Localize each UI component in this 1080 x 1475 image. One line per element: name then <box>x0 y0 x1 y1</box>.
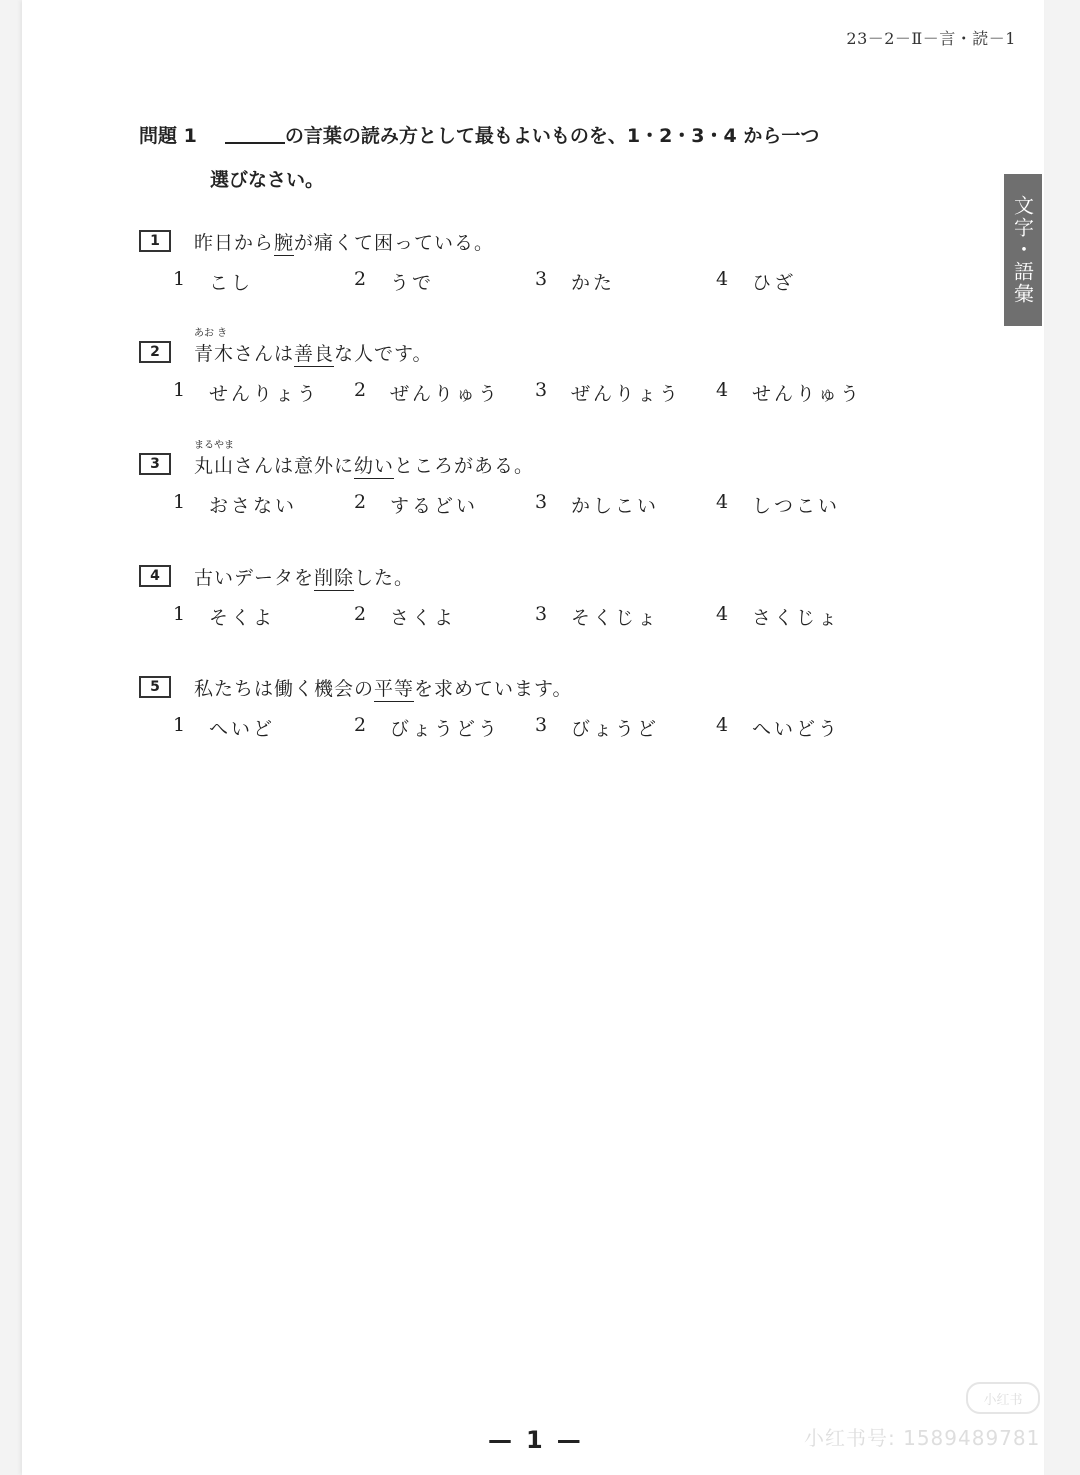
option-4[interactable] <box>716 714 897 741</box>
instruction-line1: の言葉の読み方として最もよいものを、1・2・3・4 から一つ <box>284 125 820 147</box>
option-number: 4 <box>716 603 729 625</box>
blank-underline <box>225 124 285 144</box>
sentence-post: した。 <box>354 566 415 589</box>
option-1[interactable] <box>173 491 354 518</box>
option-3[interactable] <box>535 603 716 630</box>
option-1[interactable] <box>173 379 354 406</box>
page-number: —1— <box>488 1426 595 1454</box>
option-text: さくよ <box>390 607 457 629</box>
option-text: ひざ <box>752 272 797 294</box>
option-text: びょうど <box>571 718 660 740</box>
problem-label: 問題 1 <box>139 125 197 147</box>
question-sentence <box>194 563 414 590</box>
option-2[interactable] <box>354 714 535 741</box>
option-4[interactable] <box>716 491 897 518</box>
sentence-post: を求めています。 <box>414 677 573 700</box>
question-sentence <box>194 439 535 478</box>
sentence-post: ところがある。 <box>394 454 535 477</box>
watermark-logo: 小红书 <box>966 1382 1040 1414</box>
option-text: おさない <box>209 495 298 517</box>
option-number: 2 <box>354 603 367 625</box>
underlined-word: 幼い <box>354 454 395 477</box>
question-5 <box>139 672 959 741</box>
option-number: 2 <box>354 379 367 401</box>
watermark-text: 小红书号: 1589489781 <box>804 1426 1041 1450</box>
option-text: うで <box>390 272 435 294</box>
option-number: 2 <box>354 714 367 736</box>
answer-options <box>173 491 959 518</box>
option-1[interactable] <box>173 603 354 630</box>
answer-options <box>173 714 959 741</box>
option-number: 4 <box>716 714 729 736</box>
option-text: へいどう <box>752 718 841 740</box>
question-number: 3 <box>139 453 171 475</box>
option-1[interactable] <box>173 714 354 741</box>
option-number: 1 <box>173 491 186 513</box>
option-number: 1 <box>173 268 186 290</box>
sentence-pre: さんは意外に <box>234 454 355 477</box>
option-text: かた <box>571 272 616 294</box>
question-number: 4 <box>139 565 171 587</box>
option-number: 3 <box>535 379 548 401</box>
option-number: 1 <box>173 714 186 736</box>
option-4[interactable] <box>716 603 897 630</box>
option-number: 4 <box>716 268 729 290</box>
option-number: 2 <box>354 491 367 513</box>
option-text: かしこい <box>571 495 660 517</box>
question-sentence <box>194 674 573 701</box>
option-3[interactable] <box>535 714 716 741</box>
option-text: そくよ <box>209 607 276 629</box>
sentence-pre: 古いデータを <box>194 566 315 589</box>
question-number: 2 <box>139 341 171 363</box>
option-text: こし <box>209 272 254 294</box>
option-number: 3 <box>535 714 548 736</box>
option-text: さくじょ <box>752 607 841 629</box>
option-number: 1 <box>173 379 186 401</box>
ruby-word <box>194 439 235 478</box>
question-1 <box>139 226 959 295</box>
option-text: へいど <box>209 718 276 740</box>
option-number: 3 <box>535 268 548 290</box>
option-text: そくじょ <box>571 607 660 629</box>
question-number: 5 <box>139 676 171 698</box>
instruction <box>139 114 819 202</box>
option-text: せんりょう <box>209 383 320 405</box>
question-sentence <box>194 327 433 366</box>
answer-options <box>173 268 959 295</box>
option-2[interactable] <box>354 379 535 406</box>
question-4 <box>139 561 959 630</box>
option-text: するどい <box>390 495 479 517</box>
option-text: ぜんりょう <box>571 383 682 405</box>
option-2[interactable] <box>354 268 535 295</box>
sentence-pre: 昨日から <box>194 231 275 254</box>
option-3[interactable] <box>535 491 716 518</box>
sentence-pre: 私たちは働く機会の <box>194 677 375 700</box>
sentence-pre: さんは <box>234 342 295 365</box>
option-4[interactable] <box>716 268 897 295</box>
option-2[interactable] <box>354 603 535 630</box>
underlined-word: 削除 <box>314 566 355 589</box>
option-text: びょうどう <box>390 718 501 740</box>
option-4[interactable] <box>716 379 897 406</box>
furigana: まるやま <box>194 439 234 451</box>
answer-options <box>173 379 959 406</box>
ruby-base: 青木 <box>194 342 235 365</box>
instruction-line2: 選びなさい。 <box>210 169 325 191</box>
furigana: あお き <box>194 327 228 339</box>
option-number: 3 <box>535 491 548 513</box>
question-3 <box>139 439 959 518</box>
option-number: 1 <box>173 603 186 625</box>
ruby-word <box>194 327 235 366</box>
underlined-word: 平等 <box>374 677 415 700</box>
option-number: 2 <box>354 268 367 290</box>
page-code: 23－2－Ⅱ－言・読－1 <box>846 29 1016 48</box>
option-1[interactable] <box>173 268 354 295</box>
question-number: 1 <box>139 230 171 252</box>
underlined-word: 善良 <box>294 342 335 365</box>
question-sentence <box>194 228 494 255</box>
exam-page <box>22 0 1044 1475</box>
option-number: 4 <box>716 379 729 401</box>
sentence-post: な人です。 <box>334 342 433 365</box>
sentence-post: が痛くて困っている。 <box>294 231 495 254</box>
option-number: 3 <box>535 603 548 625</box>
question-2 <box>139 327 959 406</box>
ruby-base: 丸山 <box>194 454 235 477</box>
section-tab: 文字・語彙 <box>1004 174 1042 326</box>
underlined-word: 腕 <box>274 231 295 254</box>
option-3[interactable] <box>535 268 716 295</box>
option-number: 4 <box>716 491 729 513</box>
option-text: せんりゅう <box>752 383 863 405</box>
option-3[interactable] <box>535 379 716 406</box>
answer-options <box>173 603 959 630</box>
option-text: しつこい <box>752 495 841 517</box>
option-text: ぜんりゅう <box>390 383 501 405</box>
option-2[interactable] <box>354 491 535 518</box>
